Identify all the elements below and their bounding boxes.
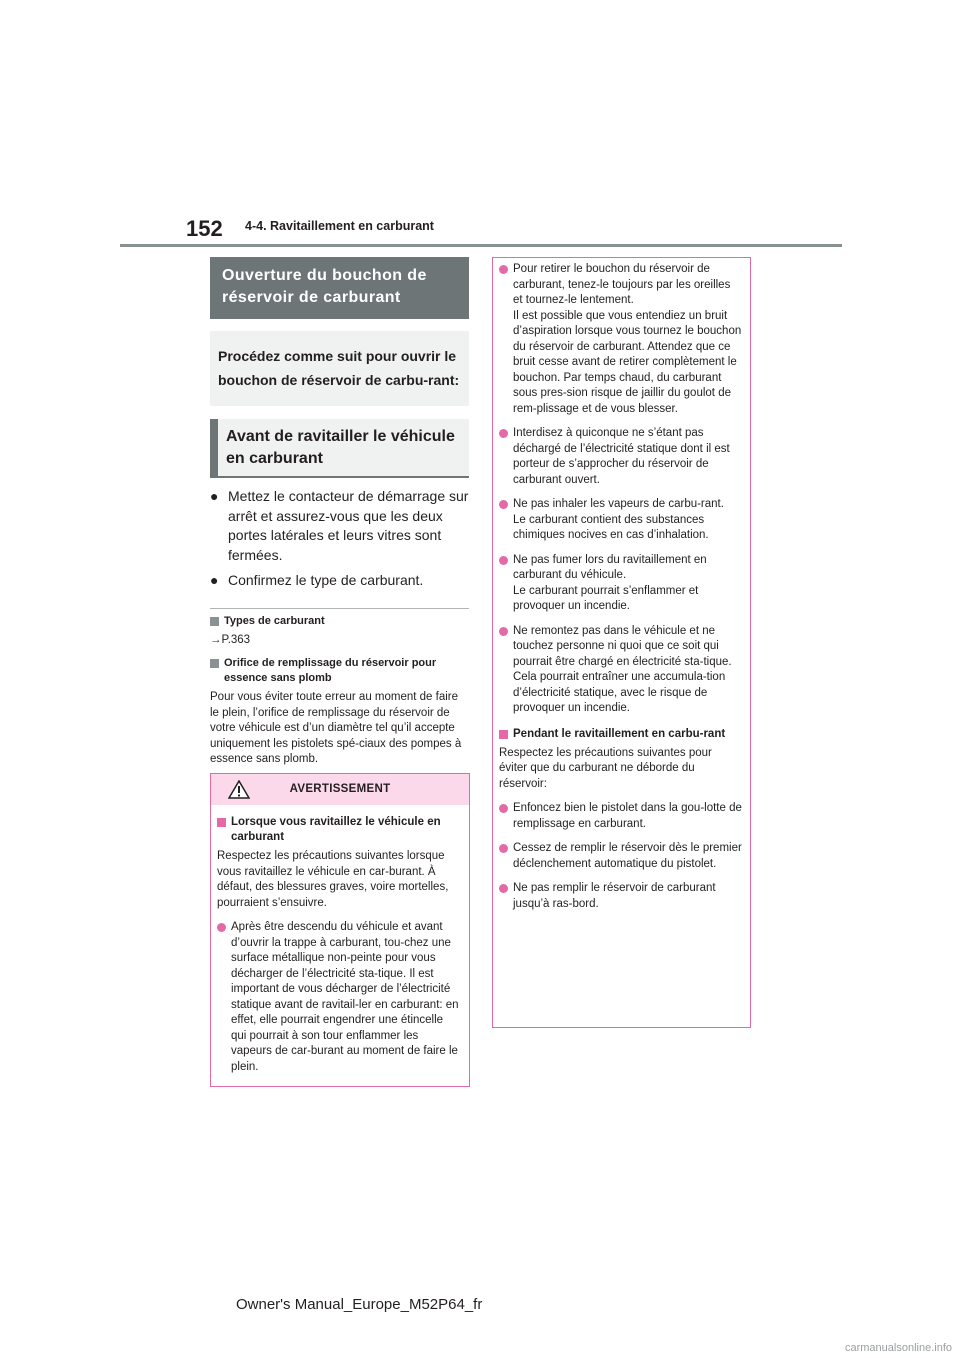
bullet-icon: ● bbox=[210, 572, 219, 588]
list-item: ● Mettez le contacteur de démarrage sur arrêt et assurez-vous que les deux portes latérales et leurs vitres sont fermées. bbox=[210, 488, 469, 563]
circle-bullet-icon bbox=[499, 884, 508, 893]
warning-item: Ne pas inhaler les vapeurs de carbu-rant. Le carburant contient des substances chimiques nocives en cas d’inhalation. bbox=[499, 497, 742, 544]
warning-triangle-icon bbox=[228, 780, 250, 799]
footer-text: Owner's Manual_Europe_M52P64_fr bbox=[236, 1296, 483, 1313]
circle-bullet-icon bbox=[499, 627, 508, 636]
warning-label: AVERTISSEMENT bbox=[289, 783, 391, 795]
circle-bullet-icon bbox=[217, 923, 226, 932]
note-text: Pour vous éviter toute erreur au moment de faire le plein, l’orifice de remplissage du réservoir de votre véhicule est d’un diamètre tel qu’il accepte uniquement les pistolets spé-ciaux des pompes à essence sans plomb. bbox=[210, 691, 462, 765]
warning-box-right bbox=[492, 257, 751, 1028]
square-bullet-icon bbox=[217, 818, 226, 827]
warning-item: Ne pas remplir le réservoir de carburant jusqu’à ras-bord. bbox=[499, 881, 742, 912]
header-divider bbox=[120, 244, 842, 247]
page-number: 152 bbox=[186, 216, 223, 241]
warning-heading: Lorsque vous ravitaillez le véhicule en carburant bbox=[217, 815, 461, 845]
circle-bullet-icon bbox=[499, 500, 508, 509]
warning-item: Cessez de remplir le réservoir dès le premier déclenchement automatique du pistolet. bbox=[499, 841, 742, 872]
warning-item: Ne remontez pas dans le véhicule et ne touchez personne ni quoi que ce soit qui pourrait être chargé en électricité sta-tique. Cela pourrait entraîner une accumula-tion d’électricité statique, avec le risque de provoquer un incendie. bbox=[499, 624, 742, 717]
warning-intro: Respectez les précautions suivantes lorsque vous ravitaillez le véhicule en car-burant. À défaut, des blessures graves, voire mortelles, pourraient s’ensuivre. bbox=[217, 850, 449, 909]
left-column bbox=[210, 257, 469, 768]
note-heading: Orifice de remplissage du réservoir pour essence sans plomb bbox=[210, 656, 469, 686]
square-bullet-icon bbox=[499, 730, 508, 739]
warning-box-left bbox=[210, 773, 470, 1087]
circle-bullet-icon bbox=[499, 844, 508, 853]
subheading: Avant de ravitailler le véhicule en carburant bbox=[210, 419, 469, 478]
section-title: 4-4. Ravitaillement en carburant bbox=[245, 219, 434, 233]
warning-intro: Respectez les précautions suivantes pour éviter que du carburant ne déborde du réservoir: bbox=[499, 746, 712, 790]
bullet-icon: ● bbox=[210, 488, 219, 504]
square-bullet-icon bbox=[210, 659, 219, 668]
warning-heading: Pendant le ravitaillement en carbu-rant bbox=[499, 727, 742, 742]
circle-bullet-icon bbox=[499, 265, 508, 274]
list-item: ● Confirmez le type de carburant. bbox=[210, 571, 469, 591]
square-bullet-icon bbox=[210, 617, 219, 626]
circle-bullet-icon bbox=[499, 556, 508, 565]
warning-item: Pour retirer le bouchon du réservoir de carburant, tenez-le toujours par les oreilles et tournez-le lentement. Il est possible que vous entendiez un bruit d’aspiration lorsque vous tournez le bouchon du réservoir de carburant. Attendez que ce bruit cesse avant de retirer complètement le bouchon. Par temps chaud, du carburant sous pres-sion risque de jaillir du goulot de rem-plissage et de vous blesser. bbox=[499, 262, 742, 417]
warning-item: Interdisez à quiconque ne s’étant pas déchargé de l’électricité statique dont il est porteur de s’approcher du réservoir de carburant ouvert. bbox=[499, 426, 742, 488]
intro-box: Procédez comme suit pour ouvrir le bouchon de réservoir de carbu-rant: bbox=[210, 331, 469, 406]
page-reference-link[interactable]: →P.363 bbox=[210, 633, 251, 646]
warning-item: Enfoncez bien le pistolet dans la gou-lotte de remplissage en carburant. bbox=[499, 801, 742, 832]
circle-bullet-icon bbox=[499, 429, 508, 438]
warning-item: Ne pas fumer lors du ravitaillement en carburant du véhicule. Le carburant pourrait s’enflammer et provoquer un incendie. bbox=[499, 553, 742, 615]
warning-item: Après être descendu du véhicule et avant d’ouvrir la trappe à carburant, tou-chez une surface métallique non-peinte pour vous décharger de l’électricité sta-tique. Il est important de vous décharger de l’électricité statique avant de ravitail-ler en carburant: en effet, elle pourrait engendrer une étincelle qui pourrait à son tour enflammer les vapeurs de car-burant au moment de faire le plein. bbox=[217, 920, 461, 1075]
note-heading: Types de carburant bbox=[210, 614, 469, 629]
watermark: carmanualsonline.info bbox=[844, 1342, 952, 1354]
main-heading: Ouverture du bouchon de réservoir de carburant bbox=[210, 257, 469, 319]
circle-bullet-icon bbox=[499, 804, 508, 813]
warning-header bbox=[211, 774, 469, 805]
